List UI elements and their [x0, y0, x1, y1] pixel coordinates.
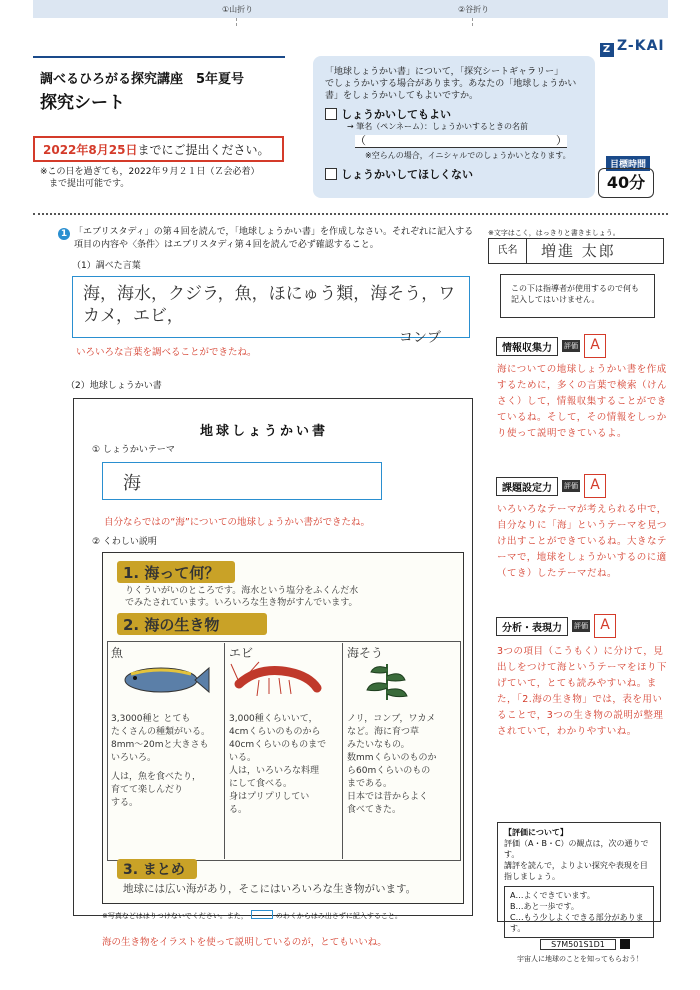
column-fish: 魚 3,3000種と とても たくさんの種類がいる。 8mm〜20mと大きさも いろいろ。 人は，魚を食べたり， 育てて楽しんだり する。 — [107, 643, 225, 859]
detail-box[interactable] — [102, 552, 464, 904]
eval-grade-3: A — [594, 614, 616, 638]
deadline-date: 2022年8月25日 — [43, 143, 138, 157]
section-card-label: （2）地球しょうかい書 — [66, 381, 162, 391]
name-note: ※文字はこく，はっきりと書きましょう。 — [488, 229, 620, 237]
eval-grade-1: A — [584, 334, 606, 358]
sheet-code: S7M501S1D1 — [540, 939, 616, 950]
tagline: 宇宙人に地球のことを知ってもらおう！ — [517, 955, 643, 963]
page-subtitle: 調べるひろがる探究講座 5年夏号 — [40, 72, 245, 87]
header-rule — [33, 56, 285, 58]
shrimp-icon — [229, 660, 329, 700]
theme-box[interactable]: 海 — [102, 462, 382, 500]
eval-header-2: 課題設定力 評価 A — [496, 474, 606, 498]
footer-comment: 海の生き物をイラストを使って説明しているのが，とてもいいね。 — [102, 937, 387, 948]
question-number: 1 — [58, 228, 70, 240]
detail-heading-2: 2. 海の生き物 — [123, 616, 220, 634]
name-value[interactable]: 増進 太郎 — [541, 242, 616, 260]
detail-para-3: 地球には広い海があり，そこにはいろいろな生き物がいます。 — [123, 883, 417, 895]
fold-mark-1: ①山折り — [222, 5, 254, 14]
evaluation-legend: 【評価について】 評価（A・B・C）の観点は，次の通りです。 講評を読んで，よりよい探究や表現を目指しましょう。 A…よくできています。 B…あと一歩です。 C…もう少しよくできる部分があります。 — [497, 822, 661, 922]
card-title: 地球しょうかい書 — [200, 424, 329, 439]
penname-field[interactable]: （ ） — [355, 134, 567, 147]
column-seaweed: 海そう ノリ，コンブ，ワカメ など。海に育つ草 みたいなもの。 数mmくらいのものか ら60mくらいのもの まである。 日本では昔からよく 食べてきた。 — [347, 646, 437, 815]
eval-comment-3: 3つの項目（こうもく）に分けて，見出しをつけて海というテーマをほり下げていて，とても読みやすいね。また，「2.海の生き物」では，表を用いることで，3つの生き物の説明が整理されていて，わかりやすいね。 — [497, 646, 668, 737]
section-words-label: （1）調べた言葉 — [72, 261, 141, 271]
eval-header-3: 分析・表現力 評価 A — [496, 614, 616, 638]
divider — [33, 213, 668, 215]
words-comment: いろいろな言葉を調べることができたね。 — [76, 347, 257, 358]
page-title: 探究シート — [40, 93, 125, 113]
detail-heading-1: 1. 海って何？ — [123, 564, 220, 582]
fold-mark-2: ②谷折り — [458, 5, 490, 14]
detail-label: ② くわしい説明 — [92, 537, 157, 547]
theme-comment: 自分ならではの“海”についての地球しょうかい書ができたね。 — [104, 517, 371, 528]
words-box[interactable]: 海，海水，クジラ，魚，ほにゅう類，海そう，ワカメ，エビ， コンブ — [72, 276, 470, 338]
detail-para-1: りくういがいのところです。海水という塩分をふくんだ水 でみたされています。いろいろな生き物がすんでいます。 — [125, 586, 359, 608]
option-deny[interactable]: しょうかいしてほしくない — [325, 168, 583, 181]
name-box — [488, 238, 664, 264]
black-square-icon — [620, 939, 630, 949]
eval-comment-2: いろいろなテーマが考えられる中で，自分なりに「海」というテーマを見つけ出すことができているね。大きなテーマで，地球をしょうかいするのに適（てき）したテーマだね。 — [497, 504, 668, 579]
checkbox-deny[interactable] — [325, 168, 337, 180]
deadline-note: ※この日を過ぎても，2022年９月２１日（Ｚ会必着） まで提出可能です。 — [40, 167, 260, 189]
fold-line — [236, 18, 237, 26]
detail-heading-3: 3. まとめ — [123, 862, 185, 878]
option-allow[interactable]: しょうかいしてもよい — [325, 108, 583, 121]
deadline-box: 2022年8月25日までにご提出ください。 — [33, 136, 284, 162]
name-label: 氏名 — [489, 239, 527, 263]
eval-grade-2: A — [584, 474, 606, 498]
seaweed-icon — [347, 660, 427, 700]
theme-label: ① しょうかいテーマ — [92, 445, 175, 455]
blue-frame-icon — [251, 910, 273, 919]
checkbox-allow[interactable] — [325, 108, 337, 120]
column-shrimp: エビ 3,000種くらいいて， 4cmくらいのものから 40cmくらいのものまで いる。 人は，いろいろな料理 にして食べる。 身はプリプリしてい る。 — [225, 643, 343, 859]
eval-comment-1: 海についての地球しょうかい書を作成するために，多くの言葉で検索（けんさく）して，情報収集することができているね。そして，その情報をしっかり使って説明できているよ。 — [497, 364, 668, 439]
eval-header-1: 情報収集力 評価 A — [496, 334, 606, 358]
fold-line — [472, 18, 473, 26]
zkai-logo: Z Z-KAI — [600, 38, 665, 57]
fold-bar — [33, 0, 668, 18]
staff-note: この下は指導者が使用するので何も記入してはいけません。 — [500, 274, 655, 318]
question-text: 「エブリスタディ」の第４回を読んで，「地球しょうかい書」を作成しなさい。それぞれに記入する項目の内容や〈条件〉はエブリスタディ第４回を読んで必ず確認すること。 — [74, 227, 474, 250]
fish-icon — [111, 660, 211, 700]
footer-note: ※写真などははりつけないでください。また， のわくからはみ出さずに記入すること。 — [102, 912, 402, 920]
time-label: 目標時間 — [606, 156, 650, 171]
time-value: 40分 — [598, 168, 654, 198]
gallery-permission: 「地球しょうかい書」について，「探究シートギャラリー」 でしょうかいする場合があります。あなたの「地球しょうかい 書」をしょうかいしてもよいですか。 しょうかいしてもよい → 筆名（ペンネーム）：しょうかいするときの名前 （ ） ※空らんの場合，イニシャルでのしょうかいとなります。 しょうかいしてほしくない — [313, 56, 595, 198]
